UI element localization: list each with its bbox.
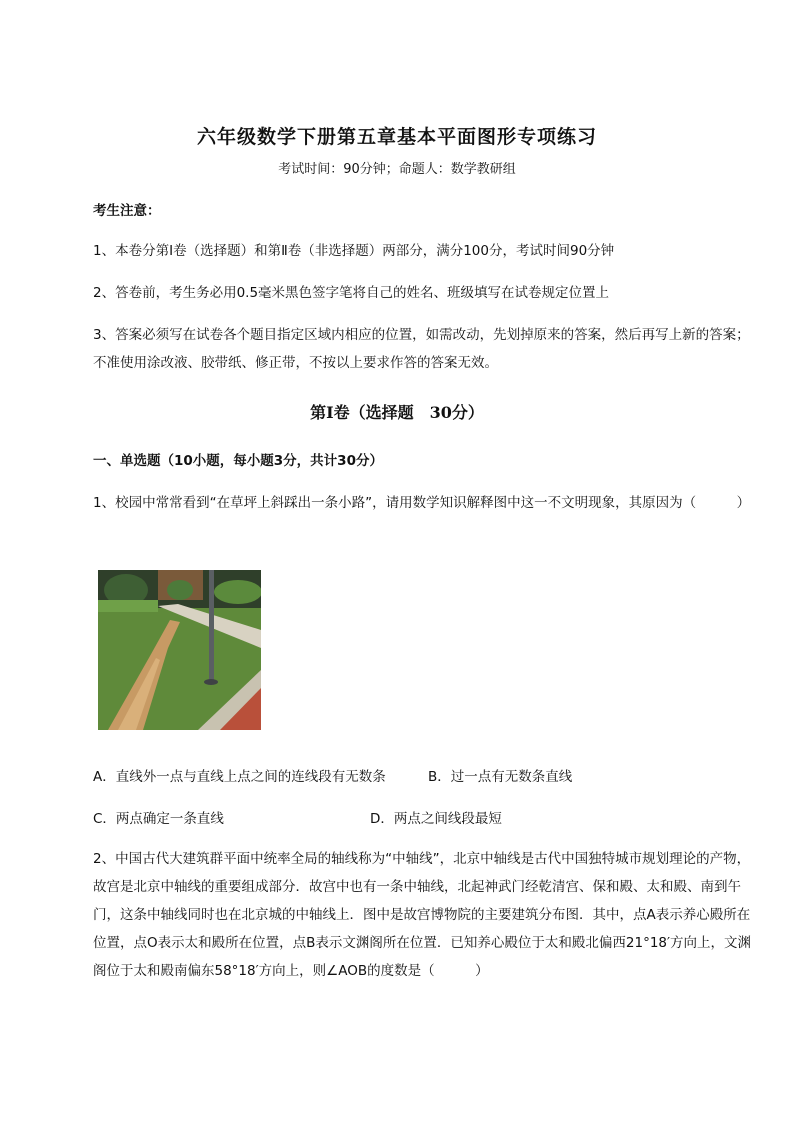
question-2-stem: 2、中国古代大建筑群平面中统率全局的轴线称为“中轴线”，北京中轴线是古代中国独特城市规划理论的产物，故宫是北京中轴线的重要组成部分．故宫中也有一条中轴线，北起神武门经乾清宫、保和殿、太和殿、南到午门，这条中轴线同时也在北京城的中轴线上．图中是故宫博物院的主要建筑分布图．其中，点A表示养心殿所在位置，点O表示太和殿所在位置，点B表示文渊阁所在位置．已知养心殿位于太和殿北偏西21°18′方向上，文渊阁位于太和殿南偏东58°18′方向上，则∠AOB的度数是（ ） xyxy=(93,851,752,979)
option-b[interactable]: B．过一点有无数条直线 xyxy=(428,769,573,785)
page-title: 六年级数学下册第五章基本平面图形专项练习 xyxy=(196,126,597,148)
notice-item-2: 2、答卷前，考生务必用0.5毫米黑色签字笔将自己的姓名、班级填写在试卷规定位置上 xyxy=(93,285,610,301)
part-heading: 一、单选题（10小题，每小题3分，共计30分） xyxy=(93,453,383,469)
option-a[interactable]: A．直线外一点与直线上点之间的连线段有无数条 xyxy=(93,769,386,785)
question-1-stem: 1、校园中常常看到“在草坪上斜踩出一条小路”，请用数学知识解释图中这一不文明现象，其原因为（ ） xyxy=(93,495,751,511)
lawn-shortcut-photo xyxy=(98,570,261,730)
option-c[interactable]: C．两点确定一条直线 xyxy=(93,811,224,827)
exam-info: 考试时间：90分钟；命题人：数学教研组 xyxy=(278,162,516,177)
notice-item-3: 3、答案必须写在试卷各个题目指定区域内相应的位置，如需改动，先划掉原来的答案，然后再写上新的答案；不准使用涂改液、胶带纸、修正带，不按以上要求作答的答案无效。 xyxy=(93,327,750,371)
option-d[interactable]: D．两点之间线段最短 xyxy=(370,811,502,827)
notice-heading: 考生注意： xyxy=(93,203,161,219)
section-title: 第I卷（选择题 30分） xyxy=(310,403,484,422)
notice-item-1: 1、本卷分第I卷（选择题）和第Ⅱ卷（非选择题）两部分，满分100分，考试时间90分钟 xyxy=(93,243,615,259)
